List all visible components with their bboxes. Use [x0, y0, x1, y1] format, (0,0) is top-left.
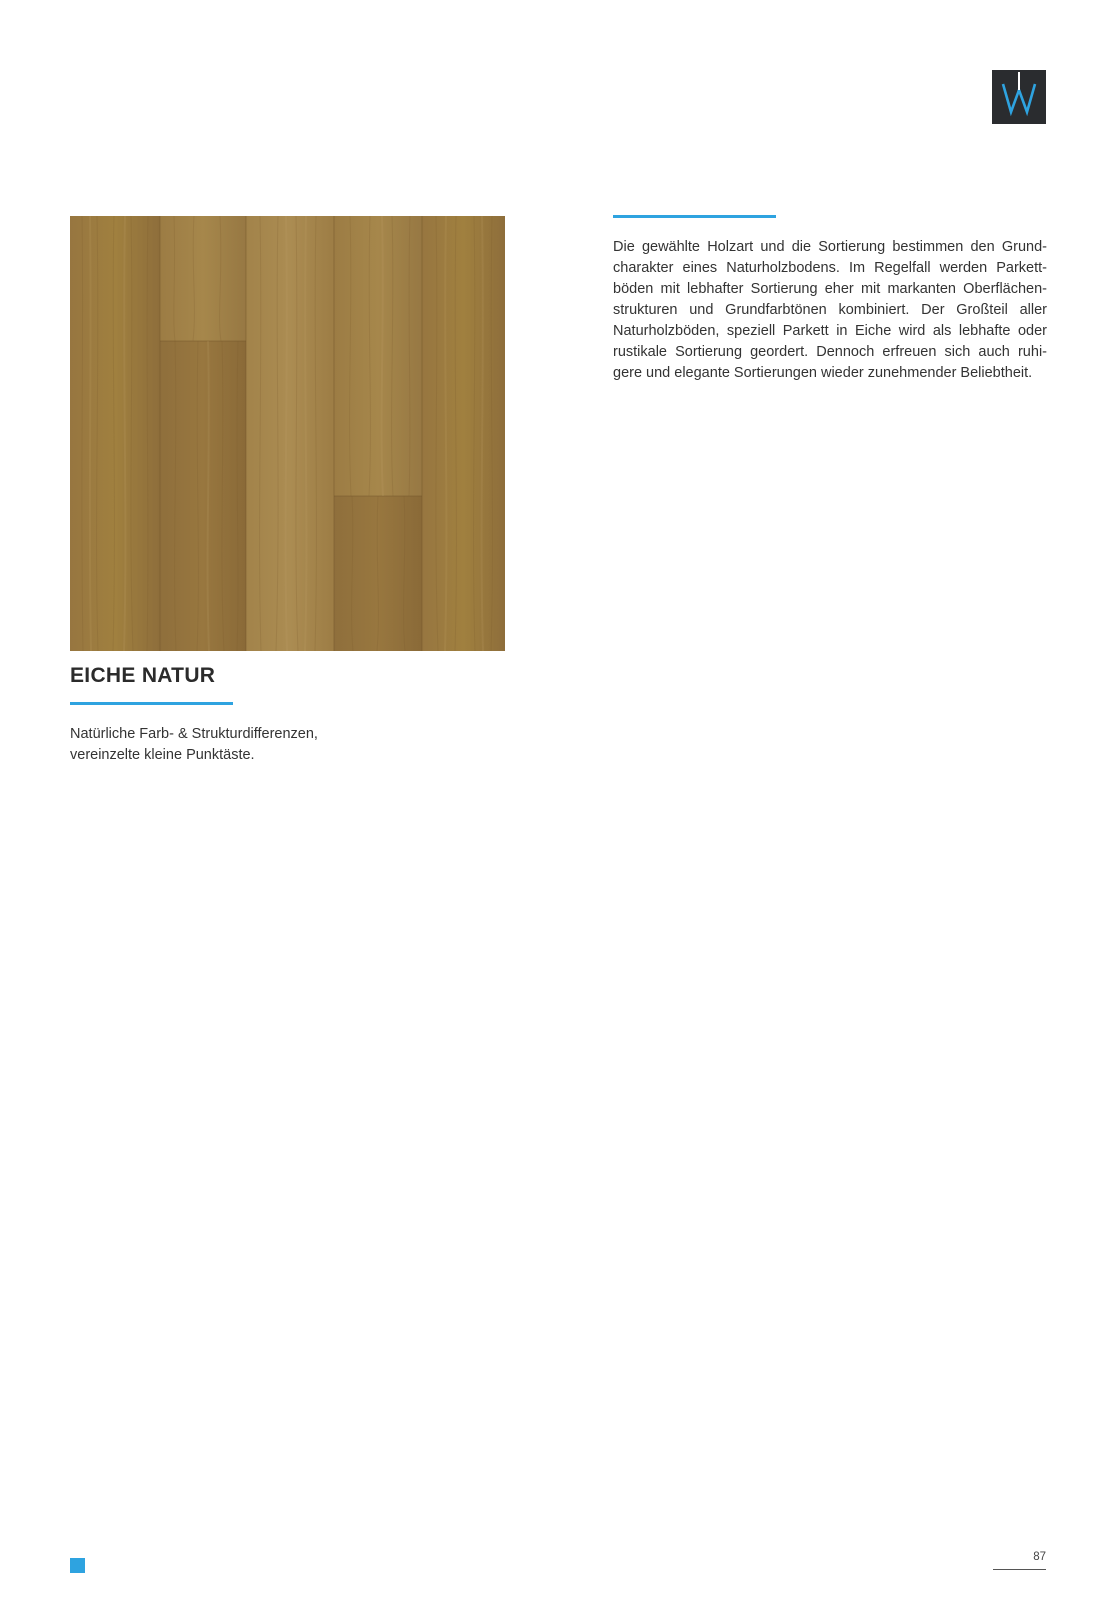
product-accent-line [70, 702, 233, 705]
intro-line: Die gewählte Holzart und die Sortierung bestimmen den Grund- [613, 239, 1047, 255]
intro-line: charakter eines Naturholzbodens. Im Regelfall werden Parkett- [613, 260, 1047, 276]
brand-logo [992, 70, 1046, 124]
product-description-line: Natürliche Farb- & Strukturdifferenzen, [70, 726, 318, 742]
intro-line: rustikale Sortierung geordert. Dennoch erfreuen sich auch ruhi- [613, 344, 1047, 360]
intro-line: gere und elegante Sortierungen wieder zunehmender Beliebtheit. [613, 365, 1033, 381]
intro-accent-line [613, 215, 776, 218]
page-number-rule [993, 1569, 1046, 1570]
intro-line: böden mit lebhafter Sortierung eher mit markanten Oberflächen- [613, 281, 1047, 297]
oak-plank-texture [70, 216, 505, 651]
product-title: EICHE NATUR [70, 664, 216, 687]
product-description [70, 724, 490, 766]
intro-paragraph [613, 237, 1047, 384]
intro-line: Naturholzböden, speziell Parkett in Eiche wird als lebhafte oder [613, 323, 1047, 339]
product-description-line: vereinzelte kleine Punktäste. [70, 747, 255, 763]
footer-accent-square [70, 1558, 85, 1573]
intro-line: strukturen und Grundfarbtönen kombiniert. Der Großteil aller [613, 302, 1047, 318]
wood-sample-image [70, 216, 505, 651]
page-number: 87 [1033, 1551, 1046, 1563]
brand-logo-icon [992, 70, 1046, 124]
